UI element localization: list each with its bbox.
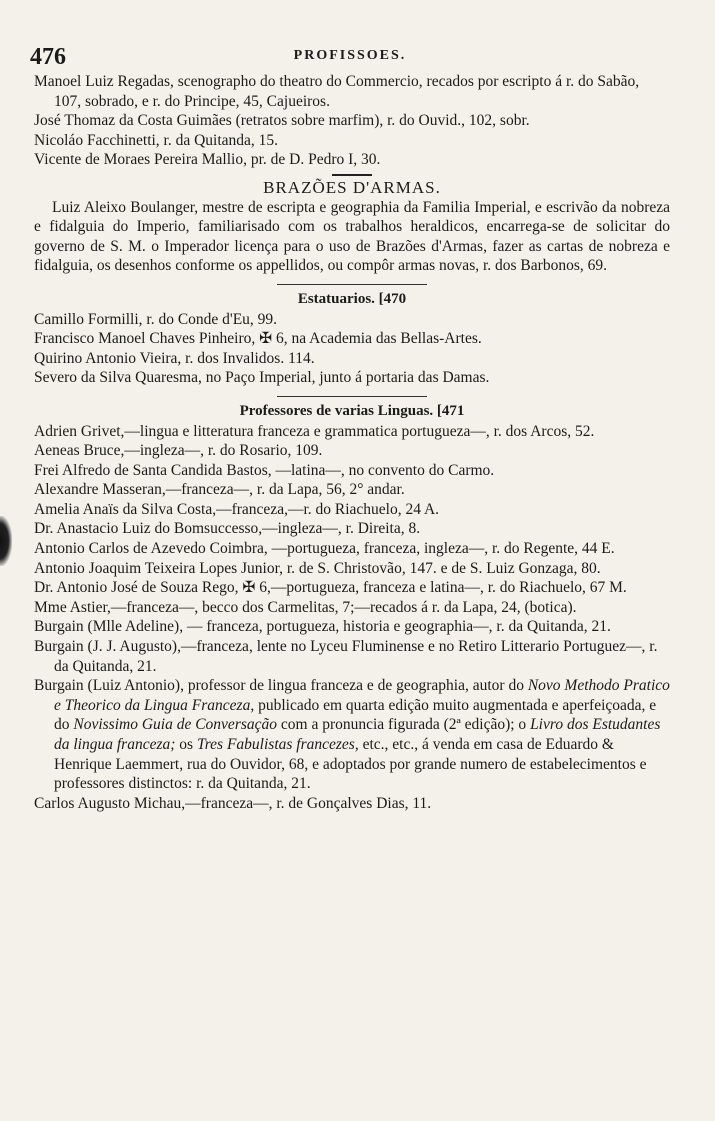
- list-item-burgain-luiz: [34, 676, 670, 794]
- list-item: Mme Astier,—franceza—, becco dos Carmelitas, 7;—recados á r. da Lapa, 24, (botica).: [34, 598, 577, 616]
- binding-shadow: [0, 516, 12, 566]
- divider: [277, 284, 427, 285]
- entry-text: com a pronuncia figurada (2ª edição); o: [277, 716, 531, 734]
- list-item: Nicoláo Facchinetti, r. da Quitanda, 15.: [34, 131, 279, 149]
- entry-text: etc., etc., á venda em casa de Eduardo & Henrique Laemmert, rua do Ouvidor, 68, e adoptados por grande numero de estabelecimentos e professores distinctos: r. da Quitanda, 21.: [54, 736, 647, 793]
- running-head: PROFISSOES.: [293, 48, 407, 63]
- list-item: Severo da Silva Quaresma, no Paço Imperial, junto á portaria das Damas.: [34, 369, 490, 387]
- list-item: Frei Alfredo de Santa Candida Bastos, —latina—, no convento do Carmo.: [34, 461, 495, 479]
- brazoes-paragraph: Luiz Aleixo Boulanger, mestre de escripta e geographia da Familia Imperial, e escrivão da nobreza e fidalguia do Imperio, familiarisado com os trabalhos heraldicos, encarrega-se de solicitar do governo de S. M. o Imperador licença para o uso de Brazões d'Armas, fazer as cartas de nobreza e fidalguia, os desenhos conforme os appellidos, ou compôr armas novas, r. dos Barbonos, 69.: [34, 198, 670, 275]
- list-item: Antonio Carlos de Azevedo Coimbra, —portugueza, franceza, ingleza—, r. do Regente, 44 E.: [34, 540, 615, 558]
- main-column: [34, 72, 670, 813]
- entry-text: os: [175, 736, 197, 753]
- book-title: Novo Methodo Pratico e Theorico da Lingua Franceza: [54, 677, 670, 714]
- divider: [277, 396, 427, 397]
- book-title: Novissimo Guia de Conversação: [73, 716, 278, 734]
- section-title-estatuarios: Estatuarios. [470: [297, 290, 407, 307]
- list-item: Manoel Luiz Regadas, scenographo do theatro do Commercio, recados por escripto á r. do Sabão, 107, sobrado, e r. do Principe, 45, Cajueiros.: [34, 73, 640, 110]
- list-item: Amelia Anaïs da Silva Costa,—franceza,—r. do Riachuelo, 24 A.: [34, 500, 440, 518]
- list-item: Carlos Augusto Michau,—franceza—, r. de Gonçalves Dias, 11.: [34, 794, 432, 812]
- book-title: Livro dos Estudantes da lingua franceza;: [54, 716, 661, 753]
- section-title-professores: Professores de varias Linguas. [471: [239, 402, 465, 419]
- list-item: Camillo Formilli, r. do Conde d'Eu, 99.: [34, 310, 278, 328]
- list-item: Quirino Antonio Vieira, r. dos Invalidos. 114.: [34, 349, 315, 367]
- list-item: José Thomaz da Costa Guimães (retratos sobre marfim), r. do Ouvid., 102, sobr.: [34, 112, 530, 130]
- entry-text: Burgain (Luiz Antonio), professor de lingua franceza e de geographia, autor do: [34, 677, 528, 695]
- list-item: Aeneas Bruce,—ingleza—, r. do Rosario, 109.: [34, 442, 323, 460]
- book-title: Tres Fabulistas francezes,: [196, 736, 359, 753]
- list-item: Vicente de Moraes Pereira Mallio, pr. de D. Pedro I, 30.: [34, 151, 381, 169]
- divider: [332, 174, 372, 176]
- section-title-brazoes: BRAZÕES D'ARMAS.: [263, 177, 441, 197]
- list-item: Adrien Grivet,—lingua e litteratura franceza e grammatica portugueza—, r. dos Arcos, 52.: [34, 422, 595, 440]
- list-item: Dr. Anastacio Luiz do Bomsuccesso,—ingleza—, r. Direita, 8.: [34, 520, 421, 538]
- list-item: Dr. Antonio José de Souza Rego, ✠ 6,—portugueza, franceza e latina—, r. do Riachuelo, 67 M.: [34, 579, 627, 597]
- list-item: Burgain (Mlle Adeline), — franceza, portugueza, historia e geographia—, r. da Quitanda, 21.: [34, 618, 611, 636]
- list-item: Burgain (J. J. Augusto),—franceza, lente no Lyceu Fluminense e no Retiro Litterario Portuguez—, r. da Quitanda, 21.: [34, 638, 658, 675]
- page-number: 476: [30, 44, 66, 70]
- list-item: Antonio Joaquim Teixeira Lopes Junior, r. de S. Christovão, 147. e de S. Luiz Gonzaga, 80.: [34, 559, 601, 577]
- entry-text: , publicado em quarta edição muito augmentada e aperfeiçoada, e do: [54, 696, 657, 734]
- list-item: Alexandre Masseran,—franceza—, r. da Lapa, 56, 2° andar.: [34, 481, 405, 499]
- list-item: Francisco Manoel Chaves Pinheiro, ✠ 6, na Academia das Bellas-Artes.: [34, 330, 482, 348]
- page-header: [30, 44, 670, 68]
